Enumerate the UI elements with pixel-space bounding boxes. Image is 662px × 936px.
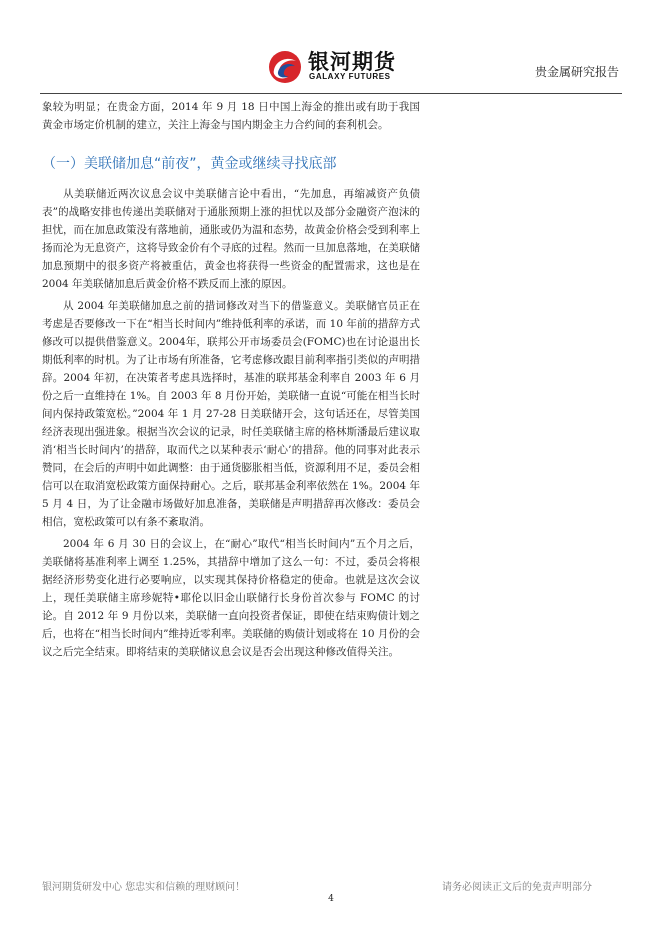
- section-heading: （一）美联储加息“前夜”，黄金或继续寻找底部: [42, 156, 337, 172]
- header-divider: [40, 93, 622, 94]
- page-number: 4: [328, 894, 334, 904]
- footer-disclaimer-note: 请务必阅读正文后的免责声明部分: [442, 882, 592, 893]
- galaxy-swirl-logo-icon: [268, 50, 302, 84]
- paragraph: 从 2004 年美联储加息之前的措词修改对当下的借鉴意义。美联储官员正在考虑是否要修改一下在“相当长时间内”维持低利率的承诺，而 10 年前的措辞方式修改可以提供借鉴意义。2004年，联邦公开市场委员会(FOMC)也在讨论退出长期低利率的时机。为了让市场有所准备，它考虑修改跟目前利率指引类似的声明措辞。2004 年初，在决策者考虑具选择时，基准的联邦基金利率自 2003 年 6 月份之后一直维持在 1%。自 2003 年 8 月份开始，美联储一直说“可能在相当长时间内保持政策宽松。”2004 年 1 月 27-28 日美联储开会，这句话还在，尽管美国经济表现出强进象。根据当次会议的记录，时任美联储主席的格林斯潘最后建议取消‘相当长时间内’的措辞，取而代之以某种表示‘耐心’的措辞。他的同事对此表示赞同，在会后的声明中如此调整：由于通货膨胀相当低，资源利用不足，委员会相信可以在取消宽松政策方面保持耐心。之后，联邦基金利率依然在 1%。2004 年 5 月 4 日，为了让金融市场做好加息准备，美联储是声明措辞再次修改：委员会相信，宽松政策可以有条不紊取消。: [42, 300, 420, 528]
- logo-english-name: GALAXY FUTURES: [309, 72, 391, 81]
- logo-chinese-name: 银河期货: [308, 50, 396, 74]
- footer-slogan: 银河期货研发中心 您忠实和信赖的理财顾问！: [42, 882, 246, 893]
- paragraph: 2004 年 6 月 30 日的会议上，在“耐心”取代“相当长时间内”五个月之后，美联储将基准利率上调至 1.25%，其措辞中增加了这么一句：不过，委员会将根据经济形势变化进行必要响应，以实现其保持价格稳定的使命。也就是这次会议上，现任美联储主席珍妮特•耶伦以旧金山联储行长身份首次参与 FOMC 的讨论。自 2012 年 9 月份以来，美联储一直向投资者保证，即使在结束购债计划之后，也将在“相当长时间内”维持近零利率。美联储的购债计划或将在 10 月份的会议之后完全结束。即将结束的美联储议息会议是否会出现这种修改值得关注。: [42, 538, 420, 658]
- page-header: [0, 0, 662, 96]
- paragraph-continued: 象较为明显；在贵金方面，2014 年 9 月 18 日中国上海金的推出或有助于我国黄金市场定价机制的建立，关注上海金与国内期金主力合约间的套利机会。: [42, 101, 420, 131]
- paragraph: 从美联储近两次议息会议中美联储言论中看出，“先加息，再缩减资产负债表”的战略安排也传递出美联储对于通胀预期上涨的担忧以及部分金融资产泡沫的担忧，而在加息政策没有落地前，通胀或仍为温和态势，故黄金价格会受到利率上扬而沦为无息资产，这将导致金价有个寻底的过程。然而一旦加息落地，在美联储加息预期中的很多资产将被重估，黄金也将获得一些资金的配置需求，这也是在 2004 年美联储加息后黄金价格不跌反而上涨的原因。: [42, 188, 420, 290]
- article-body: [42, 98, 420, 661]
- report-type-label: 贵金属研究报告: [534, 65, 619, 79]
